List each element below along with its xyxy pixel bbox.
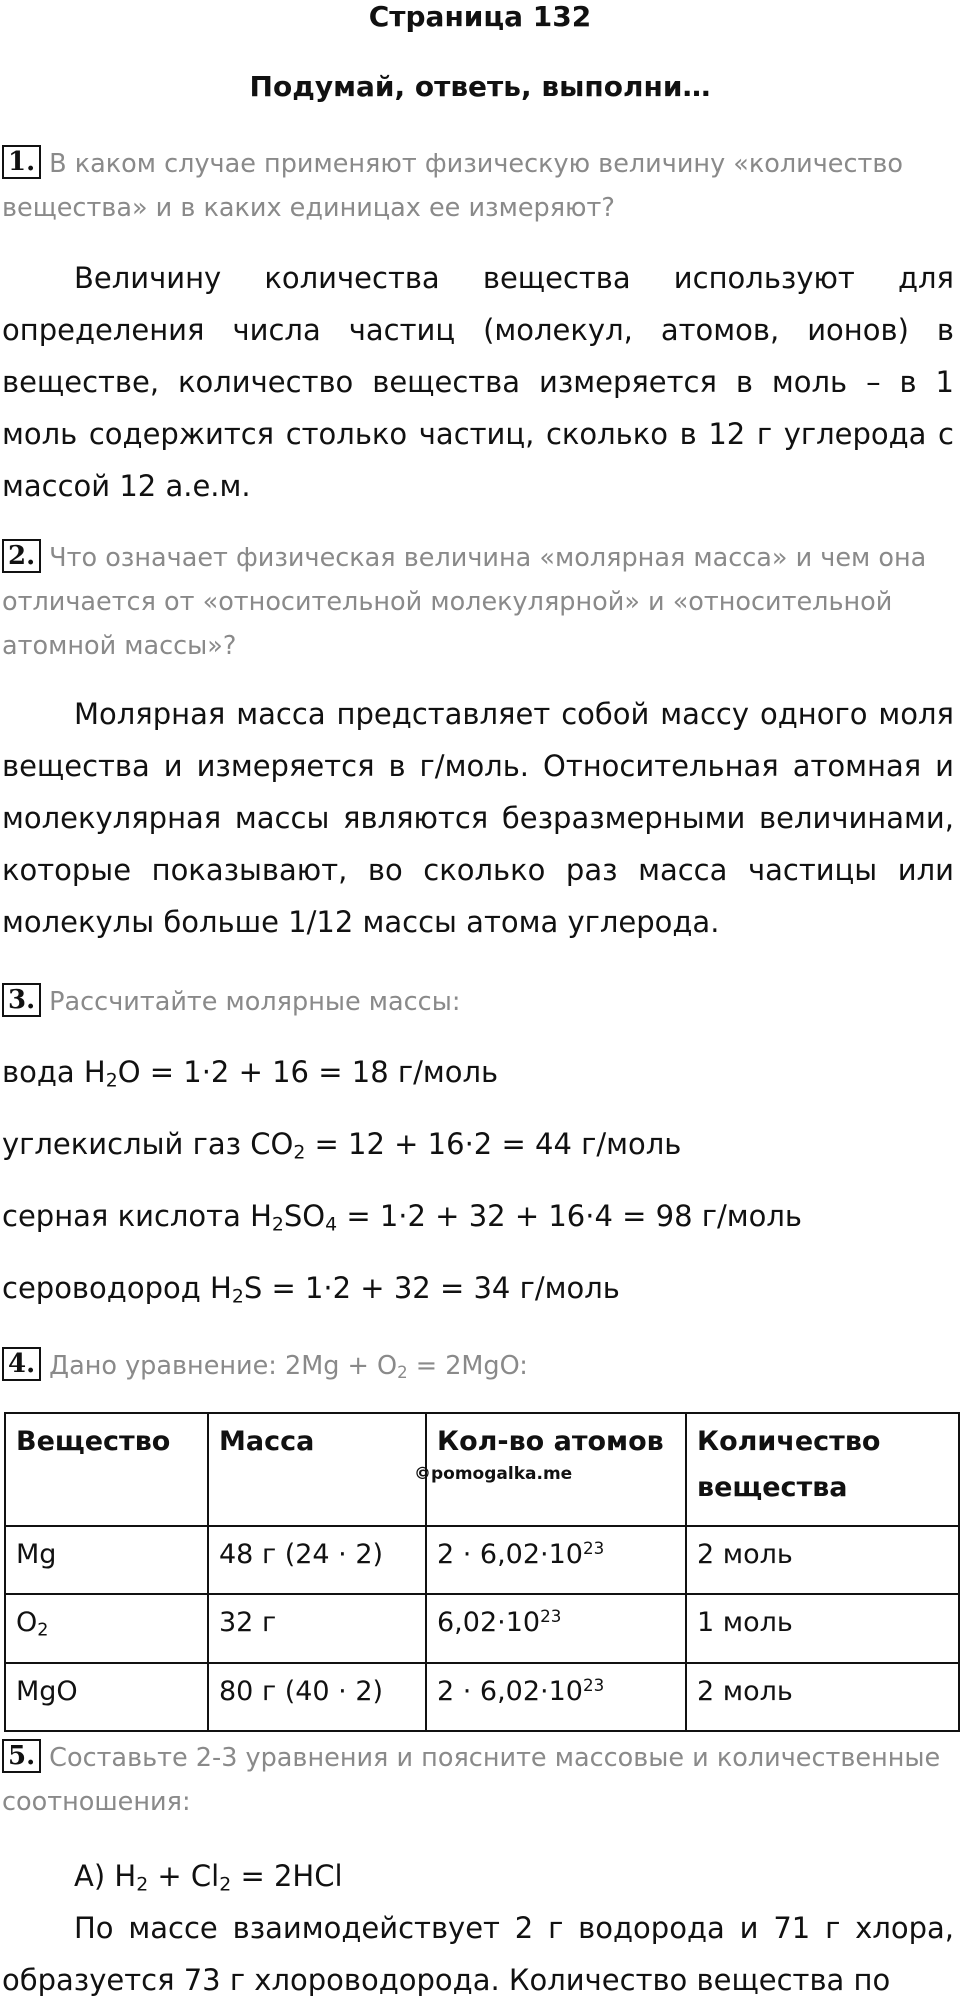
question-5 — [2, 1736, 952, 1824]
question-text: В каком случае применяют физическую величину «количество вещества» и в каких единицах ее измеряют? — [2, 149, 903, 223]
table-cell: $2 \cdot 6,02\cdot 10^{23}$ — [426, 1526, 686, 1594]
question-number: 2. — [2, 539, 41, 573]
answer-text: Величину количества вещества используют для определения числа частиц (молекул, атомов, ионов) в веществе, количество вещества измеряется в моль – в 1 моль содержится столько частиц, сколько в 12 г углерода с массой 12 а.е.м. — [2, 261, 954, 503]
column-header: Количество вещества — [686, 1413, 959, 1526]
table-cell: 2 моль — [686, 1663, 959, 1731]
table-cell: $2 \cdot 6,02\cdot 10^{23}$ — [426, 1663, 686, 1731]
question-3 — [2, 980, 952, 1024]
molar-mass-line-co2: углекислый газ $CO_2 = 12 + 16\cdot 2 = 44$ г/моль — [2, 1127, 682, 1164]
table-cell: Mg — [5, 1526, 208, 1594]
table-row — [5, 1663, 959, 1731]
column-header: Масса — [208, 1413, 426, 1526]
question-number: 3. — [2, 983, 41, 1017]
question-number: 4. — [2, 1347, 41, 1381]
column-header: Вещество — [5, 1413, 208, 1526]
question-number: 1. — [2, 145, 41, 179]
table-cell: 32 г — [208, 1594, 426, 1662]
question-2 — [2, 536, 952, 668]
table-cell: $O_2$ — [5, 1594, 208, 1662]
page-title: Страница 132 — [368, 0, 592, 33]
answer-text: Молярная масса представляет собой массу одного моля вещества и измеряется в г/моль. Относительная атомная и молекулярная массы являются безразмерными величинами, которые показывают, во сколько раз масса частицы или молекулы больше 1/12 массы атома углерода. — [2, 697, 954, 939]
watermark: ©pomogalka.me — [414, 1464, 573, 1484]
table-cell: 48 г (24 · 2) — [208, 1526, 426, 1594]
question-text: Составьте 2-3 уравнения и поясните массовые и количественные соотношения: — [2, 1743, 941, 1817]
table-cell: 80 г (40 · 2) — [208, 1663, 426, 1731]
column-header: Кол-во атомов — [426, 1413, 686, 1526]
molar-mass-line-h2so4: серная кислота $H_2SO_4 = 1\cdot 2 + 32 + 16\cdot 4 = 98$ г/моль — [2, 1199, 803, 1236]
table-cell: 2 моль — [686, 1526, 959, 1594]
molar-mass-line-h2s: сероводород $H_2S = 1\cdot 2 + 32 = 34$ г/моль — [2, 1271, 620, 1308]
table-cell: $6,02\cdot 10^{23}$ — [426, 1594, 686, 1662]
section-title: Подумай, ответь, выполни… — [249, 70, 711, 103]
answer-text: По массе взаимодействует 2 г водорода и 71 г хлора, образуется 73 г хлороводорода. Количество вещества по — [2, 1911, 954, 1997]
answer-1 — [2, 252, 954, 512]
answer-5 — [2, 1902, 954, 2006]
question-4 — [2, 1344, 952, 1395]
table-row — [5, 1594, 959, 1662]
question-text: Рассчитайте молярные массы: — [49, 987, 461, 1017]
table-cell: 1 моль — [686, 1594, 959, 1662]
question-number: 5. — [2, 1739, 41, 1773]
question-1 — [2, 142, 952, 230]
table-cell: MgO — [5, 1663, 208, 1731]
question-text: Что означает физическая величина «молярная масса» и чем она отличается от «относительной молекулярной» и «относительной атомной массы»? — [2, 543, 927, 661]
substance-table — [4, 1412, 960, 1732]
question-text: Дано уравнение: $2Mg + O_2 = 2MgO$: — [49, 1351, 528, 1383]
table-row — [5, 1526, 959, 1594]
molar-mass-line-water: вода $H_2O = 1\cdot 2 + 16 = 18$ г/моль — [2, 1055, 499, 1092]
equation-a: А) $H_2 + Cl_2 = 2HCl$ — [74, 1859, 343, 1896]
answer-2 — [2, 688, 954, 948]
